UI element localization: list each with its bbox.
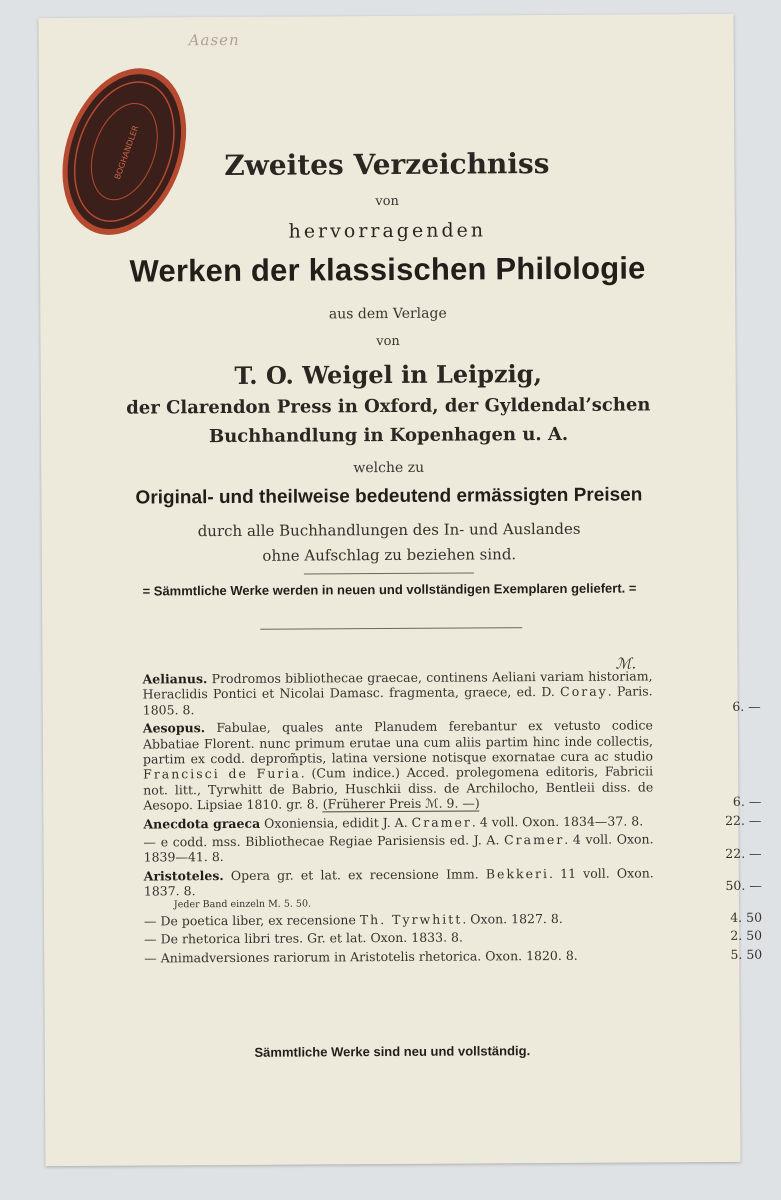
welche-zu-line: welche zu (353, 459, 425, 477)
prices-heading: Original- und theilweise bedeutend ermässigten Preisen (135, 484, 643, 509)
svg-text:BOGHANDLER: BOGHANDLER (112, 124, 141, 181)
section-divider (260, 627, 522, 630)
entry-text: — De poetica liber, ex recensione (143, 911, 360, 929)
entry-editor: Francisci de Furia (143, 765, 301, 782)
footer-note: Sämmtliche Werke sind neu und vollständig. (254, 1043, 531, 1060)
entry-text: Prodromos bibliothecae graecae, continens Aeliani variam historiam, Heraclidis Pontici et Nicolai Damasc. fragmenta, graece, ed. D. (142, 668, 653, 702)
catalogue-title: Zweites Verzeichniss (224, 147, 550, 183)
entry-price: 5. 50 (730, 946, 763, 962)
entry-text: — De rhetorica libri tres. Gr. et lat. Oxon. 1833. 8. (144, 929, 463, 947)
entry-aristoteles-opera (143, 865, 762, 911)
entry-head: Aesopus. (142, 720, 206, 736)
entry-price: 22. — (725, 812, 762, 828)
hervorragenden-line: hervorragenden (288, 219, 487, 243)
entry-aristoteles-rhetorica (144, 927, 763, 947)
entry-text: Oxoniensia, edidit J. A. (260, 814, 412, 831)
entry-price: 50. — (725, 878, 762, 894)
entry-tail: . 4 voll. Oxon. 1834—37. 8. (471, 813, 644, 830)
von-line: von (375, 193, 399, 210)
entry-tail: . (Cum indice.) Acced. prolegomena editoris, Fabricii not. litt., Tyrwhitt de Babrio, Huschkii diss. de Archilocho, Bentleii diss. de Aesopo. Lipsiae 1810. gr. 8. (143, 763, 654, 813)
entry-editor: Coray (560, 684, 608, 700)
ohne-aufschlag-line: ohne Aufschlag zu beziehen sind. (262, 545, 517, 565)
catalogue-page (39, 14, 763, 1166)
entry-text: Opera gr. et lat. ex recensione Imm. (223, 866, 486, 883)
entry-text: — e codd. mss. Bibliothecae Regiae Parisiensis ed. J. A. (143, 832, 505, 850)
subject-heading: Werken der klassischen Philologie (129, 250, 646, 289)
entry-price: 6. — (732, 793, 762, 810)
entry-aelianus (142, 668, 761, 718)
clarendon-line: der Clarendon Press in Oxford, der Gyldendal’schen (126, 394, 651, 419)
entry-tail: . Paris. 1805. 8. (142, 683, 653, 718)
entry-price: 22. — (725, 846, 762, 862)
entry-price: 6. — (732, 698, 761, 714)
durch-line: durch alle Buchhandlungen des In- und Auslandes (197, 519, 581, 541)
previous-price: (Früherer Preis ℳ. 9. —) (322, 795, 480, 812)
entry-text: Fabulae, quales ante Planudem ferebantur ex vetusto codice Abbatiae Florent. nunc primum erutae una cum aliis partim hinc inde collectis, partim ex codd. deprom̃ptis, latina versione notisque exornatae cura ac studio (142, 717, 654, 767)
entry-editor: Th. Tyrwhitt (359, 911, 463, 927)
entry-tail: . Oxon. 1827. 8. (462, 910, 563, 927)
entry-head: Anecdota graeca (143, 815, 261, 832)
entry-subnote: Jeder Band einzeln M. 5. 50. (173, 898, 312, 911)
entry-head: Aristoteles. (143, 867, 224, 884)
entry-tail: . 11 voll. Oxon. 1837. 8. (143, 865, 654, 899)
entry-tail: . 4 voll. Oxon. 1839—41. 8. (143, 831, 654, 865)
entry-editor: Bekkeri (485, 865, 549, 882)
entry-anecdota-parisiensis (143, 831, 762, 865)
short-divider (304, 572, 474, 574)
von-line-2: von (376, 333, 400, 350)
exemplar-notice: = Sämmtliche Werke werden in neuen und vollständigen Exemplaren geliefert. = (142, 580, 637, 599)
entry-animadversiones (144, 946, 763, 966)
entry-aesopus (142, 717, 762, 814)
entry-price: 2. 50 (730, 927, 763, 944)
entry-text: — Animadversiones rariorum in Aristotelis rhetorica. Oxon. 1820. 8. (144, 947, 578, 966)
entry-aristoteles-poetica (143, 909, 763, 929)
entry-anecdota-graeca (143, 812, 762, 832)
entry-head: Aelianus. (142, 671, 208, 687)
aus-dem-verlage-line: aus dem Verlage (328, 305, 447, 323)
entry-price: 4. 50 (730, 909, 763, 925)
entry-editor: Cramer (504, 831, 565, 848)
entry-editor: Cramer (411, 814, 472, 830)
buchhandlung-line: Buchhandlung in Kopenhagen u. A. (208, 423, 569, 448)
currency-mark: ℳ. (615, 654, 637, 673)
pencil-note: Aasen (188, 30, 240, 50)
entry-list (142, 668, 763, 968)
publisher-name: T. O. Weigel in Leipzig, (234, 359, 542, 390)
